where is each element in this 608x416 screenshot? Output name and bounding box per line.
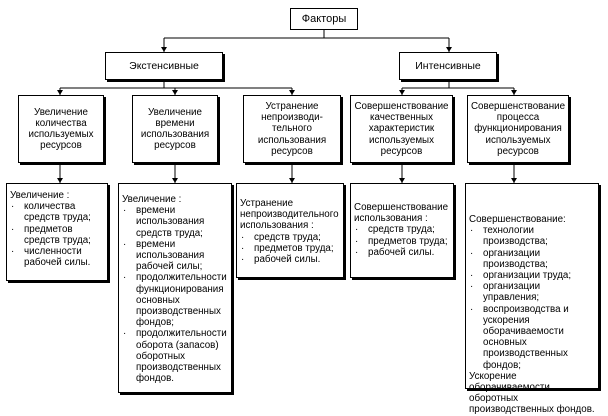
detail-process-list [469,225,595,371]
list-item: · количества средств труда; [11,201,91,224]
detail-quality-box [350,183,454,278]
group-quality-label: Совершенствование качественных характеристик используемых ресурсов [354,100,449,157]
detail-waste-elimination-box [236,183,344,278]
detail-quality-intro: Совершенствование использования : [354,202,449,225]
list-item: · предметов труда; [355,235,448,247]
list-item: · средств труда; [241,231,321,243]
detail-process-intro: Совершенствование: [469,214,566,225]
group-waste-elimination-box [243,95,341,163]
category-intensive-label: Интенсивные [415,59,481,72]
list-item: · предметов средств труда; [11,223,91,246]
list-item: · средств труда; [355,224,435,236]
group-quantity-label: Увеличение количества используемых ресурсов [28,106,94,152]
detail-waste-elimination-list [240,232,340,266]
category-extensive-box [105,52,223,80]
root-factors-box [290,8,358,30]
group-time-label: Увеличение времени использования ресурсов [140,106,210,152]
list-item: · времени использования средств труда; [123,205,205,239]
category-extensive-label: Экстенсивные [129,59,199,72]
detail-quality-list [354,224,450,258]
group-process-box [467,95,569,163]
list-item: · организации управления; [470,281,541,304]
group-waste-elimination-label: Устранение непроизводи- тельного использования ресурсов [257,100,327,157]
list-item: · технологии производства; [470,225,548,248]
detail-quantity-box [6,183,108,281]
list-item: · рабочей силы. [241,254,321,266]
list-item: · воспроизводства и ускорения оборачиваемости основных производственных фондов; [470,303,569,371]
list-item: · организации труда; [470,270,572,282]
list-item: · численности рабочей силы. [11,246,91,269]
detail-quantity-intro: Увеличение : [10,190,70,201]
list-item: · рабочей силы. [355,246,435,258]
group-time-box [132,95,218,163]
root-factors-label: Факторы [301,12,347,25]
detail-waste-elimination-intro: Устранение непроизводительного использования : [240,198,339,232]
list-item: · продолжительности оборота (запасов) оборотных производственных фондов. [123,328,227,385]
list-item: · продолжительности функционирования основных производственных фондов; [123,272,227,329]
group-quality-box [350,95,453,163]
detail-time-intro: Увеличение : [122,194,182,205]
detail-time-list [122,205,228,384]
category-intensive-box [399,52,497,80]
detail-process-box [465,183,599,416]
detail-time-box [118,183,232,393]
detail-quantity-list [10,201,104,268]
list-item: · предметов труда; [241,242,334,254]
list-item: · времени использования рабочей силы; [123,238,205,273]
list-item: · организации производства; [470,247,548,270]
detail-process-tail: Ускорение оборачиваемости оборотных производственных фондов. [469,370,595,416]
group-quantity-box [18,95,104,163]
group-process-label: Совершенствование процесса функционирования используемых ресурсов [470,100,566,157]
